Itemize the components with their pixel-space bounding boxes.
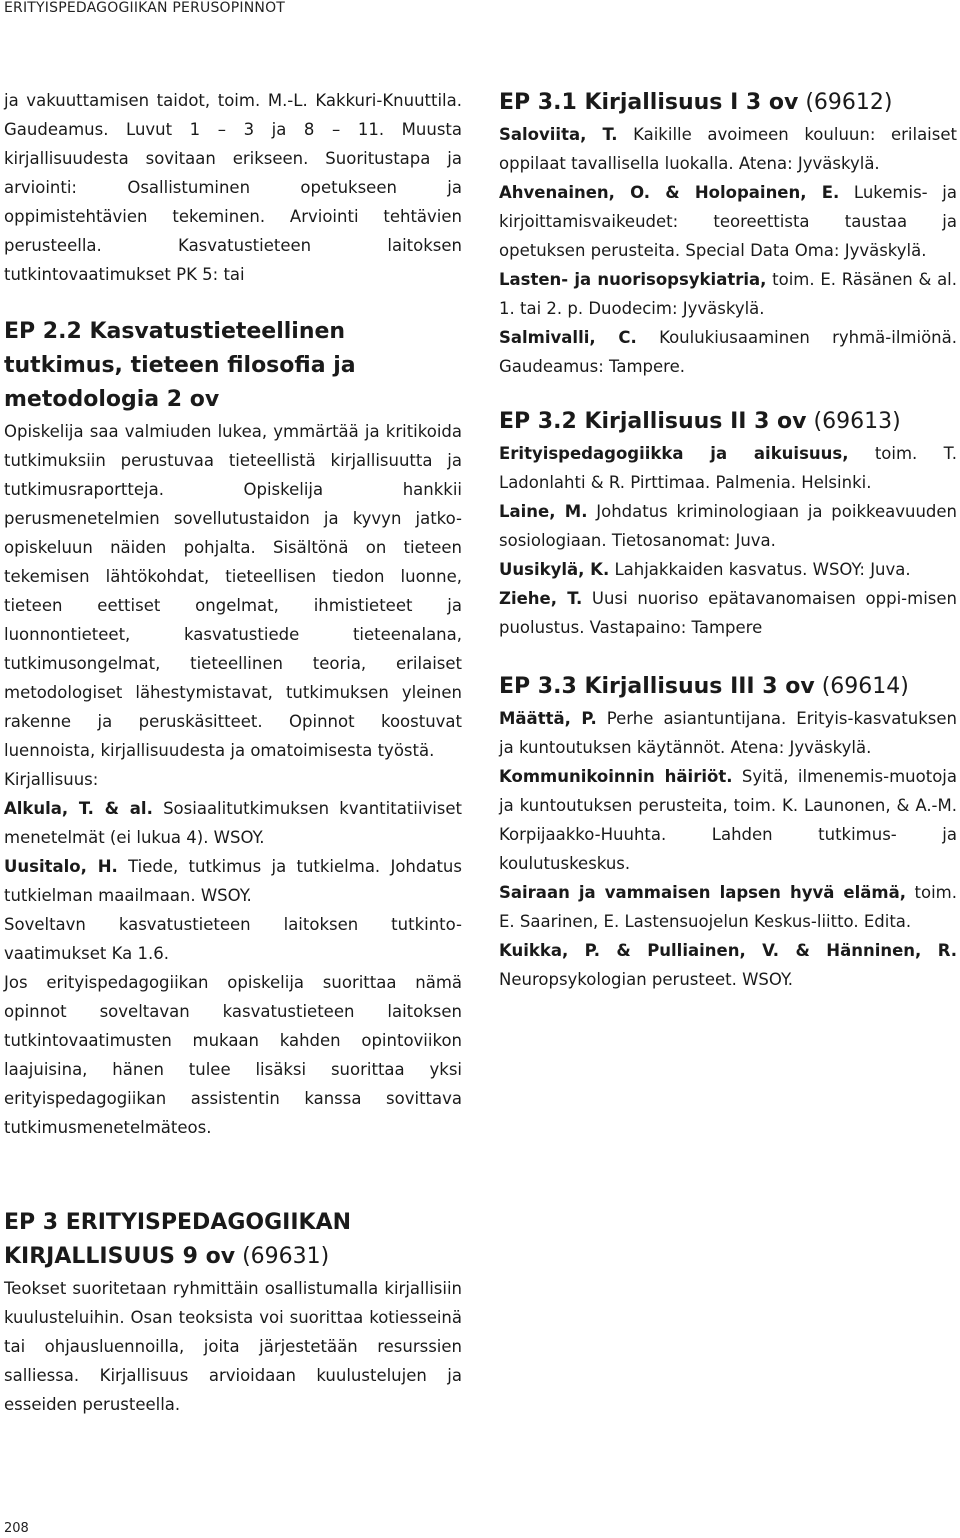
- running-header: [0, 0, 960, 20]
- section-heading-ep32-title: EP 3.2 Kirjallisuus II 3 ov: [499, 409, 807, 434]
- reference-text: Sosiaalitutkimuksen kvantitatiiviset menetelmät (ei lukua 4). WSOY.: [4, 799, 463, 847]
- reference-item: [499, 704, 957, 762]
- reference-author: Määttä, P.: [499, 709, 597, 728]
- reference-text: Tiede, tutkimus ja tutkielma. Johdatus tutkielman maailmaan. WSOY.: [4, 857, 462, 905]
- section-heading-ep32: [499, 405, 957, 439]
- reference-text: Lukemis- ja kirjoittamisvaikeudet: teoreettista taustaa ja opetuksen perusteita. Special Data Oma: Jyväskylä.: [499, 183, 958, 260]
- reference-author: Uusikylä, K.: [499, 560, 610, 579]
- reference-item: [499, 497, 957, 555]
- course-code: (69612): [798, 90, 893, 115]
- reference-author: Ziehe, T.: [499, 589, 583, 608]
- reference-author: Salmivalli, C.: [499, 328, 637, 347]
- reference-item: [499, 178, 957, 265]
- reference-item: [499, 936, 957, 994]
- running-header-title: ERITYISPEDAGOGIIKAN PERUSOPINNOT: [4, 0, 286, 16]
- reference-author: Sairaan ja vammaisen lapsen hyvä elämä,: [499, 883, 906, 902]
- reference-author: Erityispedagogiikka ja aikuisuus,: [499, 444, 849, 463]
- reference-item: [499, 323, 957, 381]
- reference-item: [499, 439, 957, 497]
- ep3-body: Teokset suoritetaan ryhmittäin osallistumalla kirjallisiin kuulusteluihin. Osan teoksista voi suorittaa kotiesseinä tai ohjausluennoilla, joita järjestetään resurssien salliessa. Kirjallisuus arvioidaan kuulustelujen ja esseiden perusteella.: [4, 1279, 462, 1414]
- left-column: [4, 86, 462, 1142]
- reference-author: Saloviita, T.: [499, 125, 618, 144]
- reference-text: Perhe asiantuntijana. Erityis-kasvatuksen ja kuntoutuksen käytännöt. Atena: Jyväskylä.: [499, 709, 957, 757]
- reference-item: [499, 120, 957, 178]
- reference-author: Uusitalo, H.: [4, 857, 118, 876]
- section-heading-ep22: EP 2.2 Kasvatustieteellinen tutkimus, tieteen filosofia ja metodologia 2 ov: [4, 319, 356, 412]
- section-heading-ep31-title: EP 3.1 Kirjallisuus I 3 ov: [499, 90, 799, 115]
- literature-label: Kirjallisuus:: [4, 770, 99, 789]
- reference-text: Neuropsykologian perusteet. WSOY.: [499, 970, 793, 989]
- reference-item: [499, 584, 957, 642]
- section-heading-ep3: [4, 1206, 462, 1274]
- reference-text: toim. T. Ladonlahti & R. Pirttimaa. Palmenia. Helsinki.: [499, 444, 957, 492]
- ep3-section: [4, 1206, 462, 1419]
- reference-text: toim. E. Saarinen, E. Lastensuojelun Keskus-liitto. Edita.: [499, 883, 957, 931]
- reference-item: [499, 878, 957, 936]
- section-heading-ep31: [499, 86, 957, 120]
- reference-text: Kaikille avoimeen kouluun: erilaiset oppilaat tavallisella luokalla. Atena: Jyväskylä.: [499, 125, 957, 173]
- reference-item: [499, 762, 957, 878]
- course-code: (69631): [235, 1244, 330, 1269]
- section-heading-ep33: [499, 670, 957, 704]
- reference-text: Syitä, ilmenemis-muotoja ja kuntoutuksen perusteita, toim. K. Launonen, & A.-M. Korpijaakko-Huuhta. Lahden tutkimus- ja koulutuskeskus.: [499, 767, 957, 873]
- course-code: (69613): [806, 409, 901, 434]
- reference-text: Uusi nuoriso epätavanomaisen oppi-misen puolustus. Vastapaino: Tampere: [499, 589, 957, 637]
- jos-paragraph: Jos erityispedagogiikan opiskelija suorittaa nämä opinnot soveltavan kasvatustieteen laitoksen tutkintovaatimusten mukaan kahden opintoviikon laajuisina, hänen tulee lisäksi suorittaa yksi erityispedagogiikan assistentin kanssa sovittava tutkimusmenetelmäteos.: [4, 973, 462, 1137]
- reference-text: toim. E. Räsänen & al. 1. tai 2. p. Duodecim: Jyväskylä.: [499, 270, 958, 318]
- reference-item: [4, 794, 462, 852]
- soveltavan-paragraph: Soveltavn kasvatustieteen laitoksen tutkinto-vaatimukset Ka 1.6.: [4, 915, 462, 963]
- page-number: 208: [4, 1521, 29, 1536]
- section-heading-ep3-title: EP 3 ERITYISPEDAGOGIIKAN KIRJALLISUUS 9 ov: [4, 1210, 352, 1269]
- section-heading-ep33-title: EP 3.3 Kirjallisuus III 3 ov: [499, 674, 815, 699]
- reference-author: Laine, M.: [499, 502, 588, 521]
- reference-text: Lahjakkaiden kasvatus. WSOY: Juva.: [609, 560, 911, 579]
- reference-author: Alkula, T. & al.: [4, 799, 153, 818]
- course-code: (69614): [814, 674, 909, 699]
- reference-text: Johdatus kriminologiaan ja poikkeavuuden sosiologiaan. Tietosanomat: Juva.: [499, 502, 957, 550]
- reference-author: Kuikka, P. & Pulliainen, V. & Hänninen, R.: [499, 941, 957, 960]
- reference-author: Lasten- ja nuorisopsykiatria,: [499, 270, 767, 289]
- ep22-body: Opiskelija saa valmiuden lukea, ymmärtää ja kritikoida tutkimuksiin perustuvaa tieteellistä kirjallisuutta ja tutkimusraportteja. Opiskelija hankkii perusmenetelmien sovellutustaidon ja kyvyn jatko-opiskeluun näiden pohjalta. Sisältönä on tieteen tekemisen lähtökohdat, tieteellisen tiedon luonne, tieteen eettiset ongelmat, ihmistieteet ja luonnontieteet, kasvatustiede tieteenalana, tutkimusongelmat, tieteellinen teoria, erilaiset metodologiset lähestymistavat, tutkimuksen yleinen rakenne ja peruskäsitteet. Opinnot koostuvat luennoista, kirjallisuudesta ja omatoimisesta työstä.: [4, 422, 462, 760]
- reference-author: Ahvenainen, O. & Holopainen, E.: [499, 183, 840, 202]
- reference-item: [499, 265, 957, 323]
- right-column: [499, 86, 957, 994]
- reference-text: Koulukiusaaminen ryhmä-ilmiönä. Gaudeamus: Tampere.: [499, 328, 957, 376]
- intro-paragraph: ja vakuuttamisen taidot, toim. M.-L. Kakkuri-Knuuttila. Gaudeamus. Luvut 1 – 3 ja 8 – 11. Muusta kirjallisuudesta sovitaan erikseen. Suoritustapa ja arviointi: Osallistuminen opetukseen ja oppimistehtävien tekeminen. Arviointi tehtävien perusteella. Kasvatustieteen laitoksen tutkintovaatimukset PK 5: tai: [4, 91, 462, 284]
- reference-item: [499, 555, 957, 584]
- reference-author: Kommunikoinnin häiriöt.: [499, 767, 733, 786]
- reference-item: [4, 852, 462, 910]
